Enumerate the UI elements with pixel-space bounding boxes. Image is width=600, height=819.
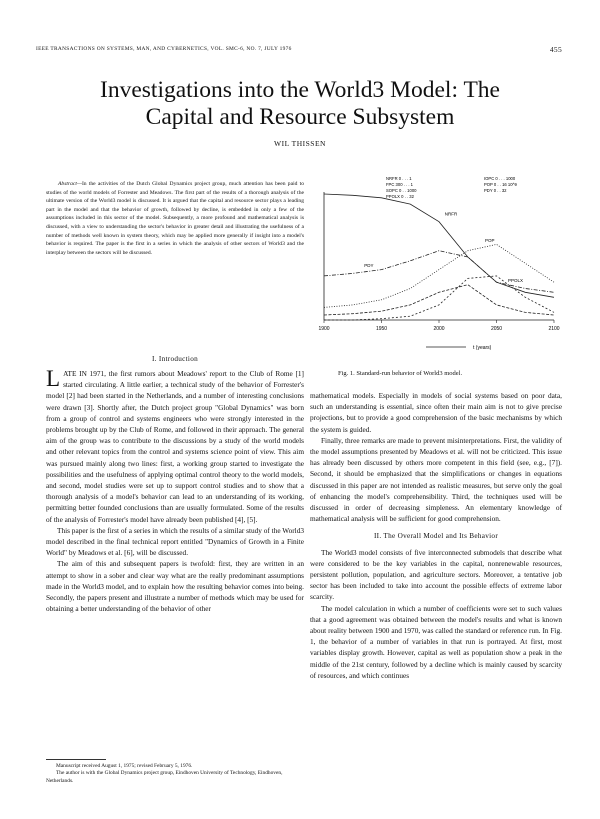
footnote-received: Manuscript received August 1, 1975; revised February 5, 1976. [56, 763, 193, 769]
legend-right-entry: IOPC 0 . . . 1000 [484, 176, 516, 181]
curve-labels [364, 211, 523, 283]
title-line-1: Investigations into the World3 Model: The [100, 77, 500, 103]
series-line-iopc [324, 285, 554, 315]
footnote-affiliation: The author is with the Global Dynamics project group, Eindhoven University of Technology, Eindhoven, Netherlands. [46, 770, 283, 784]
right-column [310, 390, 562, 681]
running-header [36, 46, 562, 52]
curve-label-pop: POP [485, 237, 495, 243]
author-name: WIL THISSEN [274, 139, 326, 148]
x-tick-label: 1950 [375, 326, 388, 332]
x-tick-label: 2100 [548, 326, 560, 332]
intro-paragraph-1: LATE IN 1971, the first rumors about Meadows' report to the Club of Rome [1] started circulating. A little earlier, a technical study of the behavior of Forrester's model [2] had been started in the Netherlands, and a number of interesting conclusions were drawn [3]. Shortly after, the Dutch project group "Global Dynamics" was born from a group of control and systems engineers who were strongly interested in the problems brought up by the Club of Rome, and followed in their approach. The general aim of the group was to contribute to the discussions by a study of the world models and other relevant topics from the control and systems science point of view. This aim was pursued mainly along two lines: first, a working group started to investigate the possibilities and the usefulness of applying optimal control theory to the world models, and second, model studies were set up to support control studies and to show that a thorough analysis of a model's behavior can lead to an understanding of its working, permitting better founded conclusions than are usually formulated. Some of the results of the analysis of Forrester's model have already been published [4], [5]. [46, 366, 304, 524]
footnote [46, 763, 304, 785]
x-tick-label: 2000 [433, 326, 445, 332]
section-heading-introduction: I. Introduction [151, 355, 199, 363]
x-ticks [318, 320, 559, 332]
right-paragraph-2: Finally, three remarks are made to prevent misinterpretations. First, the validity of the model assumptions presented by Meadows et al. will not be criticized. This issue has already been discussed by others more competent in this field (see, e.g., [7]). Second, it should be emphasized that the simplifications or changes in equations discussed in this paper are not intended as realistic measures, but serve only the goal of enhancing the model's comprehensibility. Third, the techniques used will be discussed in order of decreasing simpleness. An elementary knowledge of mathematical analysis will be sufficient for good comprehension. [310, 435, 562, 524]
figure-1-chart [316, 172, 560, 362]
paper-title [0, 77, 600, 131]
left-column [46, 368, 304, 614]
legend-left-entry: NRFR 0 . . . 1 [386, 176, 412, 181]
page-number: 455 [549, 45, 562, 54]
abstract-label: Abstract— [58, 181, 82, 187]
curve-label-nrfr: NRFR [444, 211, 458, 217]
legend-left-entry: SOPC 0 . . 1000 [386, 188, 417, 193]
x-tick-label: 1900 [318, 326, 330, 332]
legend-right-entry: PDY 0 . . 32 [484, 188, 507, 193]
legend-left-entry: PPOLX 0 . . 32 [386, 194, 414, 199]
title-line-2: Capital and Resource Subsystem [145, 104, 455, 130]
curve-label-pdy: PDY [364, 263, 374, 269]
legend-left [386, 176, 417, 199]
legend-left-entry: FPC 300 . . . 1 [386, 182, 413, 187]
legend-right-entry: POP 0 . . 16 10^9 [484, 182, 517, 187]
figure-caption: Fig. 1. Standard-run behavior of World3 model. [338, 370, 463, 377]
curve-label-ppolx: PPOLX [508, 278, 524, 284]
abstract-text: In the activities of the Dutch Global Dynamics project group, much attention has been paid to studies of the world models of Forrester and Meadows. The first part of the results of a thorough analysis of the ultimate version of the World3 model is discussed. It is argued that the capital and resource sector plays a leading part in the model and that the behavior of growth, followed by decline, is embedded in only a few of the assumptions included in this sector of the model. Subsequently, a more profound and mathematical analysis is discussed, with a view to understanding the sector's behavior in greater detail and illustrating the usefulness of a number of methods well known in system theory, which may be applied more generally if insight into a model's behavior is required. The paper is the first in a series in which the analysis of other sectors of World3 and the interplay between the sectors will be discussed. [46, 181, 304, 256]
right-paragraph-4: The model calculation in which a number of coefficients were set to such values that a good agreement was obtained between the model's results and what is known about reality between 1900 and 1970, was called the standard or reference run. In Fig. 1, the behavior of a number of variables in that run is portrayed. At first, most variables display growth. However, capital as well as population show a peak in the middle of the 21st century, followed by a decline which is mainly caused by scarcity of resources, and which continues [310, 603, 562, 680]
intro-paragraph-3: The aim of this and subsequent papers is twofold: first, they are written in an attempt to show in a sober and clear way what are the really predominant assumptions made in the World3 model, and to explain how the resulting behavior comes into being. Secondly, the papers present and illustrate a number of methods which may be used for obtaining a better understanding of the behavior of other [46, 559, 304, 614]
intro-paragraph-2: This paper is the first of a series in which the results of a similar study of the World3 model described in the final technical report entitled "Dynamics of Growth in a Finite World" by Meadows et al. [6], will be discussed. [46, 525, 304, 558]
abstract [46, 180, 304, 257]
drop-cap: L [46, 366, 61, 391]
footnote-rule [46, 759, 106, 760]
right-paragraph-3: The World3 model consists of five interconnected submodels that describe what were considered to be the key variables in the capital, nonrenewable resources, persistent pollution, population, and agriculture sectors. Moreover, a tentative job sector has been included to take into account the possible effects of extreme labor scarcity. [310, 547, 562, 602]
series-line-fpc [324, 251, 554, 293]
legend-right [484, 176, 518, 193]
series-line-pop [324, 244, 554, 307]
section-heading-overall-model: II. The Overall Model and Its Behavior [373, 532, 499, 541]
series-group [324, 194, 554, 320]
journal-name: IEEE TRANSACTIONS ON SYSTEMS, MAN, AND CYBERNETICS, VOL. SMC-6, NO. 7, JULY 1976 [36, 46, 292, 52]
x-axis-label: t (years) [473, 345, 492, 351]
x-tick-label: 2050 [490, 326, 503, 332]
right-paragraph-1: mathematical models. Especially in models of social systems based on poor data, such an understanding is essential, since often their main aim is not to give precise projections, but to provide a good comprehension of the basic mechanisms by which the system is guided. [310, 391, 562, 434]
